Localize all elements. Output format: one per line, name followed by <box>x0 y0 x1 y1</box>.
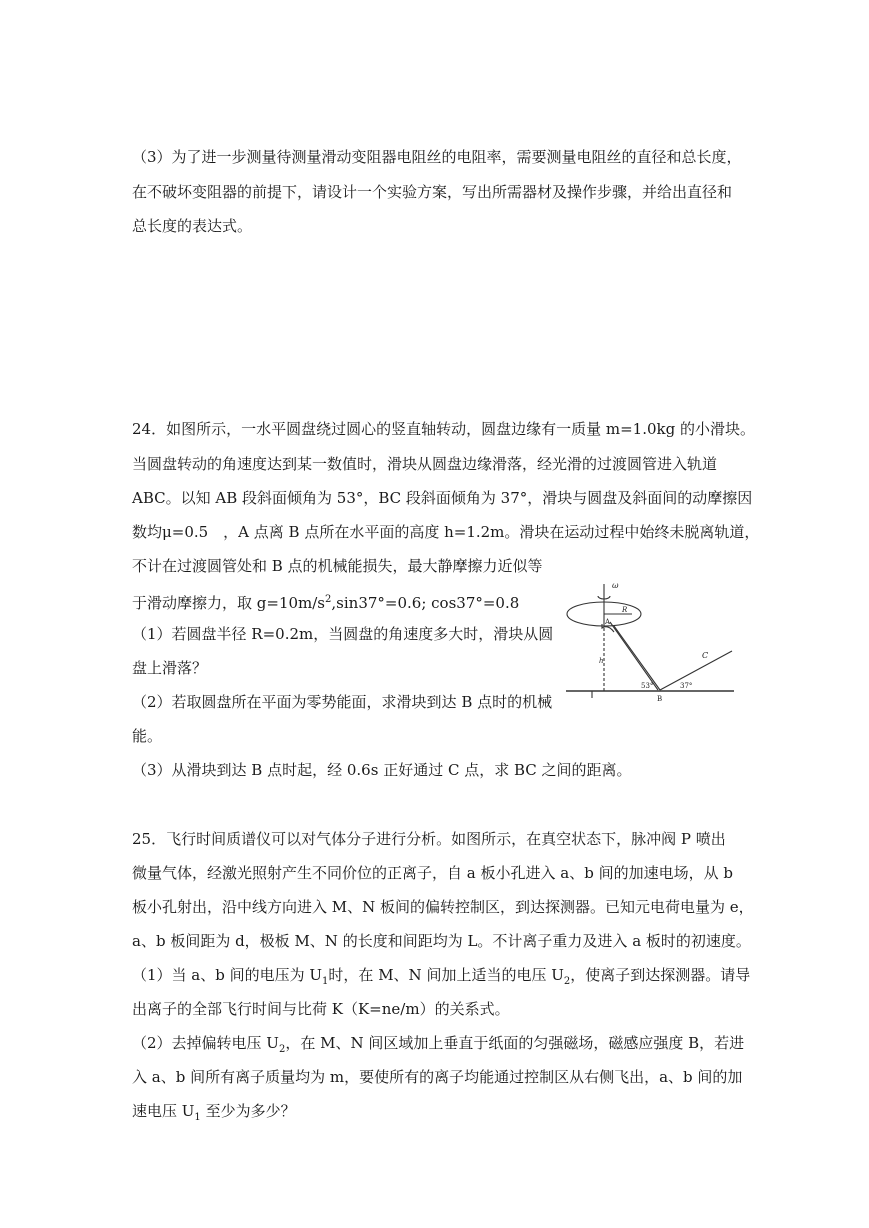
h-label: h <box>599 657 604 665</box>
q24-part2-line-2: 能。 <box>132 727 163 745</box>
omega-label: ω <box>612 581 619 590</box>
q24-line-1: 24．如图所示，一水平圆盘绕过圆心的竖直轴转动，圆盘边缘有一质量 m=1.0kg 的小滑块。 <box>132 420 755 438</box>
q23-part3-line-2: 在不破坏变阻器的前提下，请设计一个实验方案，写出所需器材及操作步骤，并给出直径和 <box>132 183 733 201</box>
q25-part2-line-1: （2）去掉偏转电压 $U_2$，在 M、N 间区域加上垂直于纸面的匀强磁场，磁感应强度 B，若进 <box>132 1034 745 1055</box>
angle-37-label: 37° <box>680 682 693 690</box>
q24-g-superscript: 2 <box>325 594 332 605</box>
q24-part2-line-1: （2）若取圆盘所在平面为零势能面，求滑块到达 B 点时的机械 <box>132 693 553 711</box>
angle-53-label: 53° <box>641 682 654 690</box>
q24-part1-line-1: （1）若圆盘半径 R=0.2m，当圆盘的角速度多大时，滑块从圆 <box>132 625 554 643</box>
q23-part3-line-3: 总长度的表达式。 <box>132 217 253 235</box>
q25-line-2: 微量气体，经激光照射产生不同价位的正离子，自 a 板小孔进入 a、b 间的加速电场，从 b <box>132 864 733 882</box>
q24-line-2: 当圆盘转动的角速度达到某一数值时，滑块从圆盘边缘滑落，经光滑的过渡圆管进入轨道 <box>132 455 718 473</box>
q23-part3-line-1: （3）为了进一步测量待测量滑动变阻器电阻丝的电阻率，需要测量电阻丝的直径和总长度， <box>132 148 742 166</box>
q24-line-3: ABC。以知 AB 段斜面倾角为 53°，BC 段斜面倾角为 37°，滑块与圆盘及斜面间的动摩擦因 <box>132 489 753 507</box>
q25-part2-line-2: 入 a、b 间所有离子质量均为 m，要使所有的离子均能通过控制区从右侧飞出，a、b 间的加 <box>132 1068 743 1086</box>
r-label: R <box>622 606 628 614</box>
c-label: C <box>702 651 709 660</box>
q24-part1-line-2: 盘上滑落？ <box>132 659 208 677</box>
q24-line-5: 不计在过渡圆管处和 B 点的机械能损失，最大静摩擦力近似等 <box>132 557 543 575</box>
b-label: B <box>657 695 663 703</box>
q24-g-text: 于滑动摩擦力，取 g=10m/s <box>132 594 326 612</box>
q25-line-3: 板小孔射出，沿中线方向进入 M、N 板间的偏转控制区，到达探测器。已知元电荷电量为 e， <box>132 898 754 916</box>
q25-line-4: a、b 板间距为 d，极板 M、N 的长度和间距均为 L。不计离子重力及进入 a 板时的初速度。 <box>132 932 751 950</box>
q25-part2-line-3: 速电压 $U_1$ 至少为多少？ <box>132 1102 296 1123</box>
q25-part1-line-2: 出离子的全部飞行时间与比荷 K（K=ne/m）的关系式。 <box>132 1000 510 1018</box>
track-bc <box>660 651 732 690</box>
q24-line-4: 数均μ=0.5 ，A 点离 B 点所在水平面的高度 h=1.2m。滑块在运动过程中始终未脱离轨道， <box>132 523 760 541</box>
q24-part3-line: （3）从滑块到达 B 点时起，经 0.6s 正好通过 C 点，求 BC 之间的距离。 <box>132 761 632 779</box>
q25-part1-line-1: （1）当 a、b 间的电压为 $U_1$时，在 M、N 间加上适当的电压 $U_2$，使离子到达探测器。请导 <box>132 966 751 987</box>
a-label: A <box>605 618 611 626</box>
q24-line-6 <box>132 590 519 613</box>
q25-line-1: 25．飞行时间质谱仪可以对气体分子进行分析。如图所示，在真空状态下，脉冲阀 P 喷出 <box>132 830 726 848</box>
track-ab <box>610 622 658 690</box>
q24-figure-disk-track <box>562 578 737 708</box>
q24-trig-values: ,sin37°=0.6; cos37°=0.8 <box>331 594 520 612</box>
